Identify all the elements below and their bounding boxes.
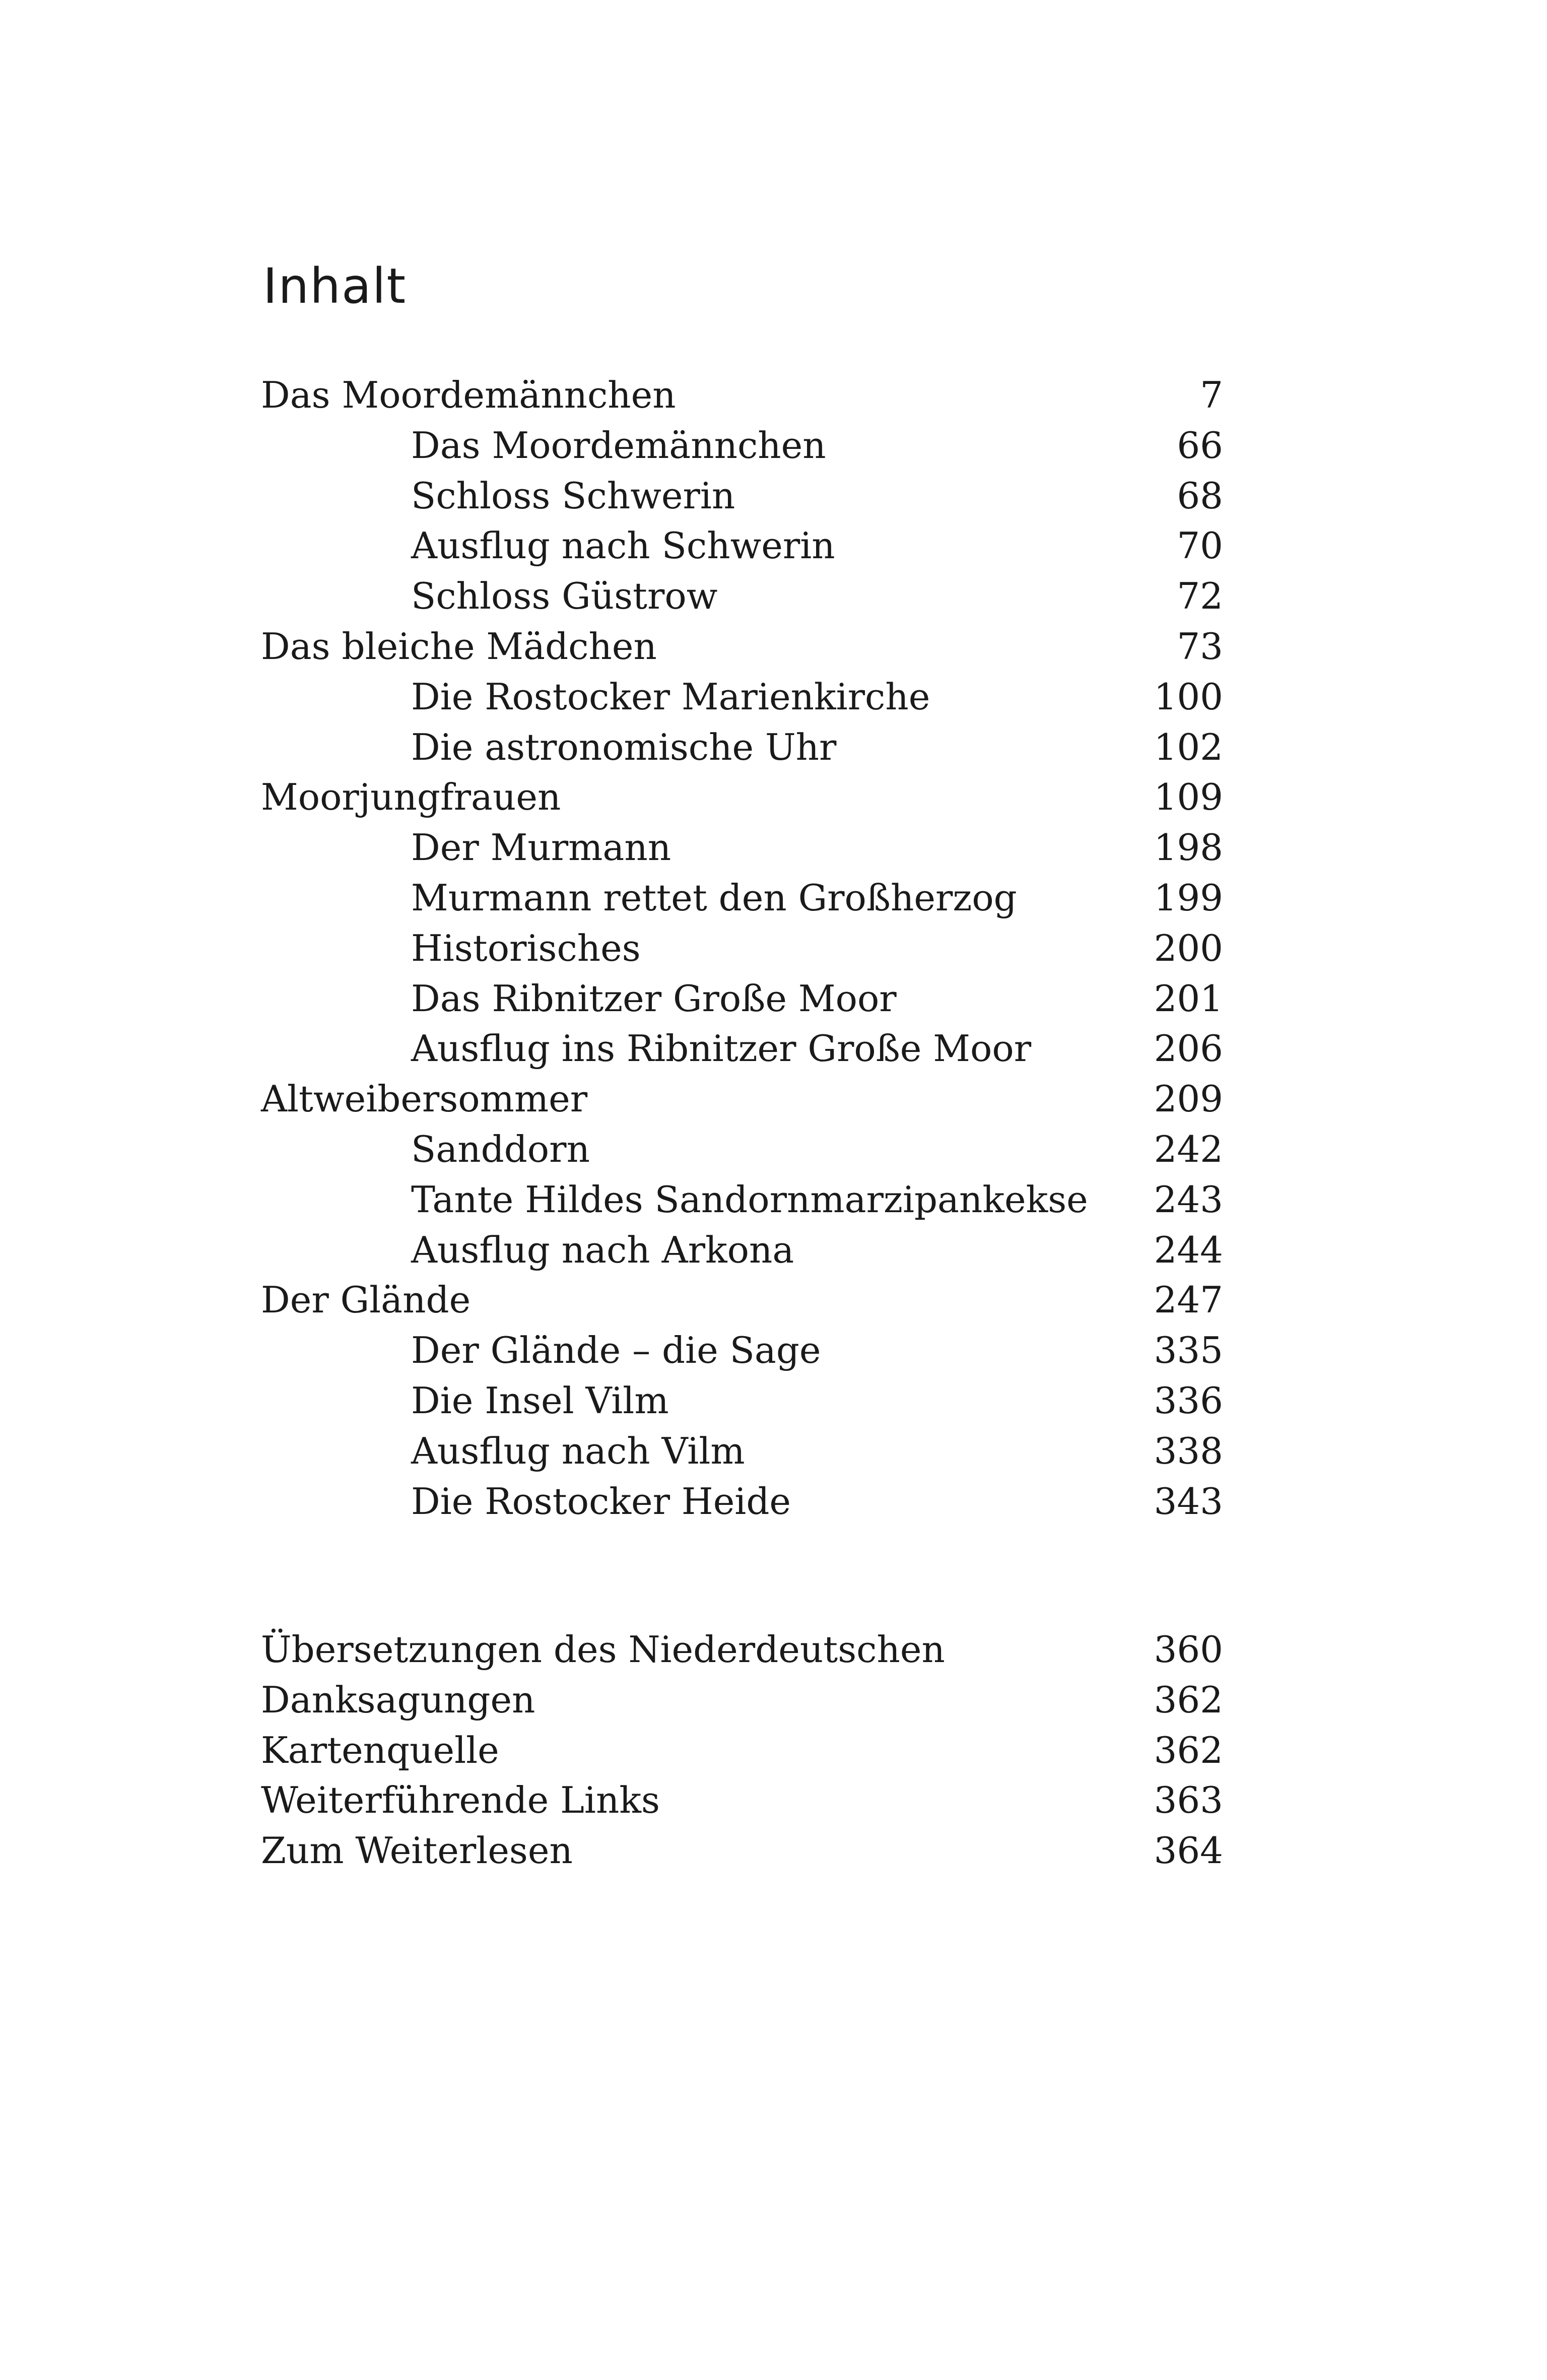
page-number: 198	[1154, 826, 1223, 869]
entry-title: Moorjungfrauen	[261, 776, 561, 819]
page-number: 73	[1177, 625, 1223, 668]
toc-subentry	[261, 571, 1223, 622]
page-number: 100	[1154, 675, 1223, 718]
toc-entry	[261, 1625, 1223, 1675]
toc-subentry	[261, 873, 1223, 923]
page-number: 243	[1154, 1178, 1223, 1221]
page-number: 102	[1154, 725, 1223, 768]
page-number: 362	[1154, 1678, 1223, 1721]
page-number: 244	[1154, 1228, 1223, 1271]
page-number: 338	[1154, 1429, 1223, 1472]
page-number: 360	[1154, 1628, 1223, 1671]
toc-entry	[261, 1826, 1223, 1876]
entry-title: Der Glände – die Sage	[411, 1329, 821, 1372]
toc-heading: Inhalt	[263, 258, 407, 314]
entry-title: Das bleiche Mädchen	[261, 625, 657, 668]
page-number: 335	[1154, 1329, 1223, 1372]
toc-entry	[261, 1275, 1223, 1326]
entry-title: Kartenquelle	[261, 1729, 499, 1771]
toc-entry	[261, 622, 1223, 672]
entry-title: Der Glände	[261, 1279, 471, 1321]
entry-title: Der Murmann	[411, 826, 671, 869]
toc-subentry	[261, 1125, 1223, 1175]
page-number: 362	[1154, 1729, 1223, 1771]
entry-title: Die Rostocker Heide	[411, 1480, 791, 1523]
entry-title: Ausflug ins Ribnitzer Große Moor	[411, 1027, 1032, 1070]
entry-title: Danksagungen	[261, 1678, 535, 1721]
page-number: 336	[1154, 1379, 1223, 1422]
toc-subentry	[261, 923, 1223, 974]
entry-title: Zum Weiterlesen	[261, 1829, 573, 1872]
entry-title: Ausflug nach Arkona	[411, 1228, 794, 1271]
page-number: 109	[1154, 776, 1223, 819]
toc-subentry	[261, 1326, 1223, 1376]
entry-title: Das Ribnitzer Große Moor	[411, 977, 897, 1020]
toc-entry	[261, 1726, 1223, 1776]
page-number: 200	[1154, 927, 1223, 969]
entry-title: Historisches	[411, 927, 641, 969]
page-number: 209	[1154, 1078, 1223, 1120]
entry-title: Das Moordemännchen	[411, 424, 826, 467]
toc-entry	[261, 370, 1223, 421]
page-number: 199	[1154, 876, 1223, 919]
toc-subentry	[261, 1477, 1223, 1527]
page-number: 72	[1177, 575, 1223, 618]
toc-subentry	[261, 421, 1223, 471]
entry-title: Die Rostocker Marienkirche	[411, 675, 930, 718]
page-number: 206	[1154, 1027, 1223, 1070]
page-number: 68	[1177, 474, 1223, 517]
toc-entry	[261, 1775, 1223, 1826]
page-number: 201	[1154, 977, 1223, 1020]
page-number: 343	[1154, 1480, 1223, 1523]
entry-title: Altweibersommer	[261, 1078, 588, 1120]
toc-subentry	[261, 672, 1223, 722]
toc-subentry	[261, 1426, 1223, 1477]
toc-subentry	[261, 722, 1223, 773]
toc-entry	[261, 1675, 1223, 1726]
toc-entry	[261, 772, 1223, 823]
toc-subentry	[261, 1175, 1223, 1225]
toc-subentry	[261, 1225, 1223, 1276]
page-number: 7	[1200, 374, 1223, 416]
toc-subentry	[261, 823, 1223, 873]
entry-title: Die Insel Vilm	[411, 1379, 669, 1422]
entry-title: Das Moordemännchen	[261, 374, 676, 416]
toc-subentry	[261, 1376, 1223, 1426]
entry-title: Tante Hildes Sandornmarzipankekse	[411, 1178, 1088, 1221]
toc-entry	[261, 1074, 1223, 1125]
entry-title: Schloss Güstrow	[411, 575, 718, 618]
entry-title: Weiterführende Links	[261, 1779, 660, 1822]
entry-title: Die astronomische Uhr	[411, 725, 837, 768]
page-number: 242	[1154, 1128, 1223, 1170]
page-number: 66	[1177, 424, 1223, 467]
entry-title: Sanddorn	[411, 1128, 590, 1170]
page-number: 247	[1154, 1279, 1223, 1321]
entry-title: Murmann rettet den Großherzog	[411, 876, 1017, 919]
toc-subentry	[261, 471, 1223, 521]
page-number: 364	[1154, 1829, 1223, 1872]
toc-subentry	[261, 1024, 1223, 1074]
entry-title: Ausflug nach Vilm	[411, 1429, 745, 1472]
toc-subentry	[261, 521, 1223, 571]
page-number: 70	[1177, 524, 1223, 567]
back-matter-list	[261, 1625, 1223, 1876]
table-of-contents	[261, 370, 1223, 1527]
entry-title: Übersetzungen des Niederdeutschen	[261, 1628, 945, 1671]
entry-title: Schloss Schwerin	[411, 474, 735, 517]
toc-subentry	[261, 974, 1223, 1024]
page-number: 363	[1154, 1779, 1223, 1822]
entry-title: Ausflug nach Schwerin	[411, 524, 835, 567]
